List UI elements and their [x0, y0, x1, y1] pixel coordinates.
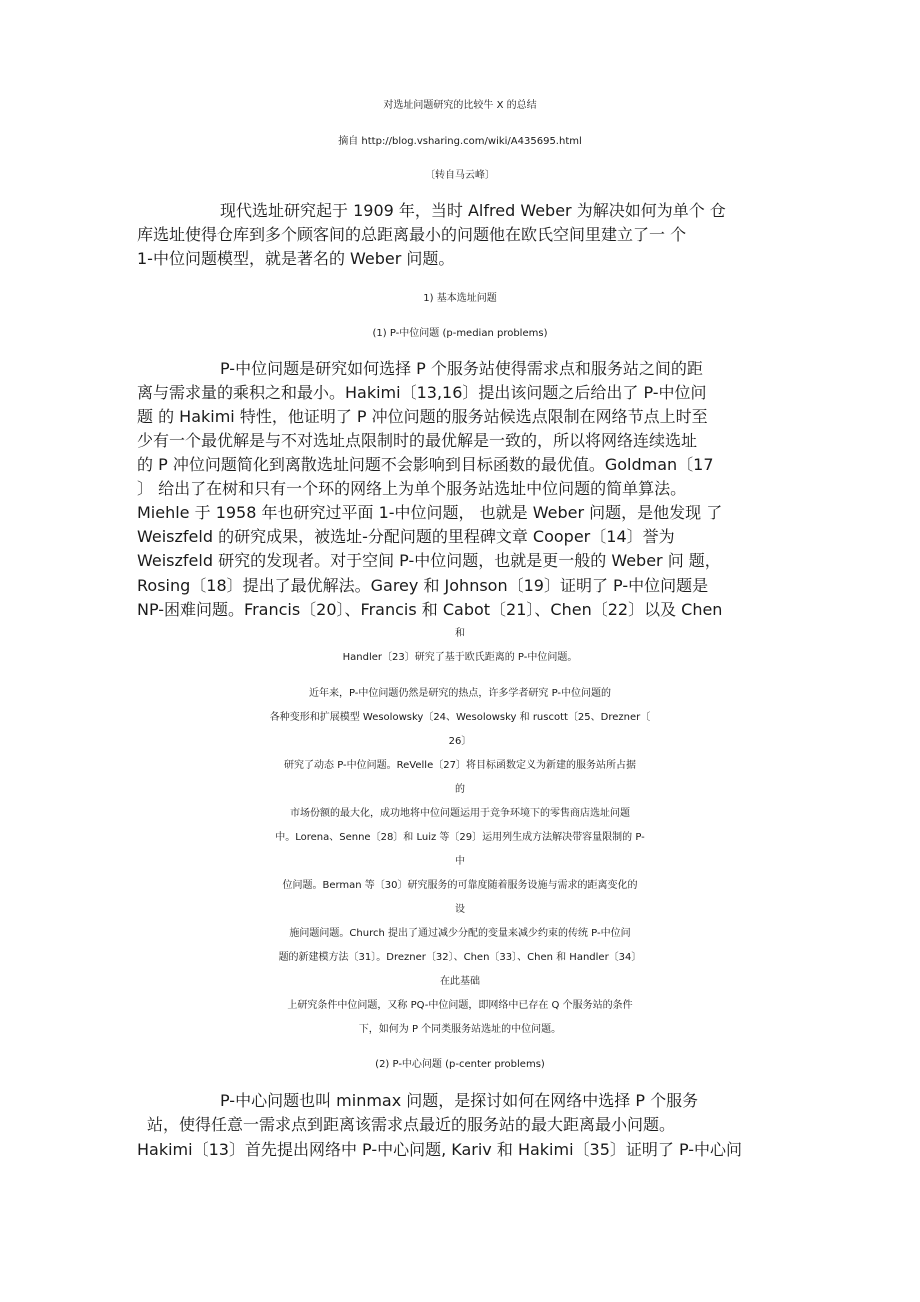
paragraph-line: 的 P 冲位问题简化到离散选址问题不会影响到目标函数的最优值。Goldman〔17 — [137, 455, 714, 474]
paragraph-line: Weiszfeld 的研究成果，被选址-分配问题的里程碑文章 Cooper〔14〕誉为 — [137, 527, 675, 546]
paragraph-line: 近年来，P-中位问题仍然是研究的热点，许多学者研究 P-中位问题的 — [308, 688, 612, 699]
intro-line: 库选址使得仓库到多个顾客间的总距离最小的问题他在欧氏空间里建立了一 个 — [137, 225, 687, 244]
paragraph-line: Rosing〔18〕提出了最优解法。Garey 和 Johnson〔19〕证明了 P-中位问题是 — [137, 576, 709, 595]
paragraph-line: 26〕 — [448, 736, 472, 747]
section-heading: 1) 基本选址问题 — [423, 293, 497, 304]
repost-note: 〔转自马云峰〕 — [425, 170, 495, 181]
paragraph-line: 题的新建模方法〔31〕。Drezner〔32〕、Chen〔33〕、Chen 和 Handler〔34〕 — [278, 952, 642, 963]
paragraph-line: 位问题。Berman 等〔30〕研究服务的可靠度随着服务设施与需求的距离变化的 — [282, 880, 638, 891]
paragraph-line: 〕 给出了在树和只有一个环的网络上为单个服务站选址中位问题的简单算法。 — [137, 479, 687, 498]
paragraph-line: 站，使得任意一需求点到距离该需求点最近的服务站的最大距离最小问题。 — [147, 1115, 676, 1134]
paragraph-line: 在此基础 — [440, 976, 480, 987]
paragraph-line: 研究了动态 P-中位问题。ReVelle〔27〕将目标函数定义为新建的服务站所占据 — [284, 760, 636, 771]
paragraph-line: 和 — [455, 628, 465, 639]
intro-line: 1-中位问题模型，就是著名的 Weber 问题。 — [137, 249, 455, 268]
source-line: 摘自 http://blog.vsharing.com/wiki/A435695.html — [338, 136, 582, 147]
paragraph-line: 少有一个最优解是与不对选址点限制时的最优解是一致的，所以将网络连续选址 — [137, 431, 698, 450]
paragraph-line: 题 的 Hakimi 特性，他证明了 P 冲位问题的服务站候选点限制在网络节点上时至 — [137, 407, 708, 426]
subsection-heading: (2) P-中心问题 (p-center problems) — [375, 1059, 545, 1070]
paragraph-line: 市场份额的最大化，成功地将中位问题运用于竞争环境下的零售商店选址问题 — [290, 808, 630, 819]
paragraph-line: Weiszfeld 研究的发现者。对于空间 P-中位问题，也就是更一般的 Weber 问 题， — [137, 551, 721, 570]
paragraph-line: 离与需求量的乘积之和最小。Hakimi〔13,16〕提出该问题之后给出了 P-中位问 — [137, 383, 707, 402]
subsection-heading: (1) P-中位问题 (p-median problems) — [372, 328, 548, 339]
paragraph-line: Handler〔23〕研究了基于欧氏距离的 P-中位问题。 — [342, 652, 578, 663]
paragraph-line: 施问题问题。Church 提出了通过减少分配的变量来减少约束的传统 P-中位问 — [289, 928, 631, 939]
paragraph-line: 上研究条件中位问题，又称 PQ-中位问题，即网络中已存在 Q 个服务站的条件 — [287, 1000, 633, 1011]
intro-line: 现代选址研究起于 1909 年，当时 Alfred Weber 为解决如何为单个 仓 — [220, 201, 726, 220]
paragraph-line: Hakimi〔13〕首先提出网络中 P-中心问题, Kariv 和 Hakimi〔35〕证明了 P-中心问 — [137, 1140, 743, 1159]
paragraph-line: 设 — [455, 904, 465, 915]
paragraph-line: 各种变形和扩展模型 Wesolowsky〔24、Wesolowsky 和 ruscott〔25、Drezner〔 — [269, 712, 651, 723]
paragraph-line: 的 — [455, 784, 465, 795]
paragraph-line: 中。Lorena、Senne〔28〕和 Luiz 等〔29〕运用列生成方法解决带容量限制的 P- — [275, 832, 645, 843]
paragraph-line: Miehle 于 1958 年也研究过平面 1-中位问题， 也就是 Weber 问题，是他发现 了 — [137, 503, 723, 522]
paragraph-line: P-中心问题也叫 minmax 问题，是探讨如何在网络中选择 P 个服务 — [220, 1091, 699, 1110]
paragraph-line: 下，如何为 P 个同类服务站选址的中位问题。 — [358, 1024, 562, 1035]
paragraph-line: NP-困难问题。Francis〔20〕、Francis 和 Cabot〔21〕、Chen〔22〕以及 Chen — [137, 600, 723, 619]
paragraph-line: P-中位问题是研究如何选择 P 个服务站使得需求点和服务站之间的距 — [220, 359, 703, 378]
paragraph-line: 中 — [455, 856, 465, 867]
document-title: 对选址问题研究的比较牛 X 的总结 — [383, 100, 537, 111]
